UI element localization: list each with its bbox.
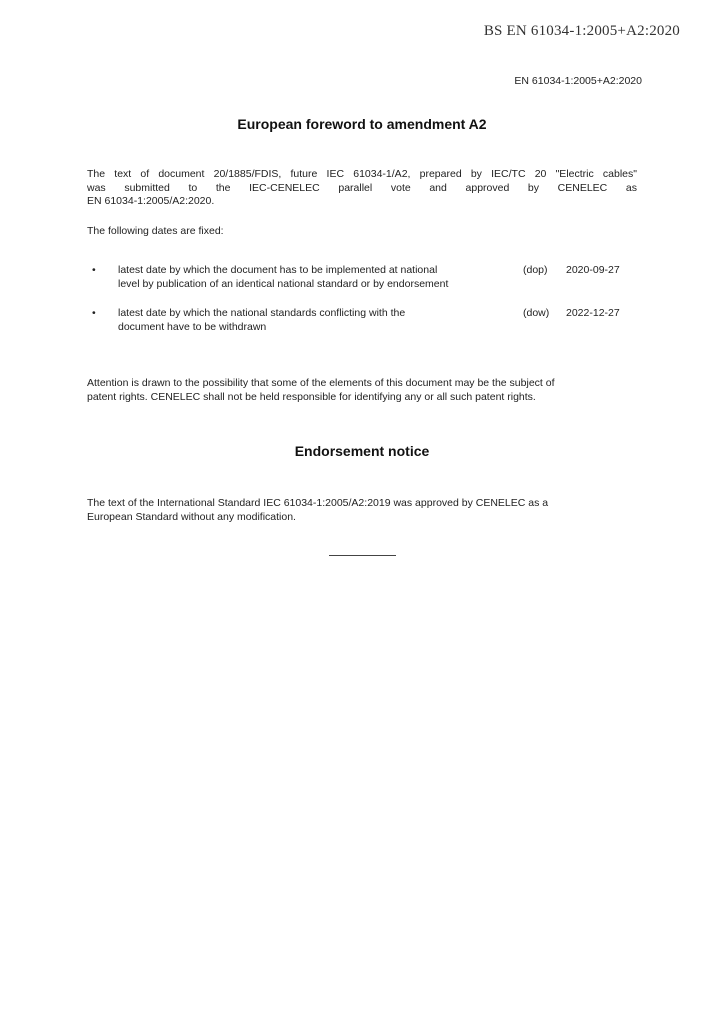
bs-standard-code: BS EN 61034-1:2005+A2:2020 bbox=[483, 23, 680, 39]
patent-line-2: patent rights. CENELEC shall not be held responsible for identifying any or all such patent rights. bbox=[87, 390, 536, 403]
date-item-description bbox=[118, 264, 508, 291]
patent-notice-paragraph bbox=[87, 377, 637, 404]
en-standard-code: EN 61034-1:2005+A2:2020 bbox=[514, 75, 642, 87]
date-item-description bbox=[118, 307, 508, 334]
endorsement-paragraph bbox=[87, 497, 637, 524]
endorsement-line-1: The text of the International Standard IEC 61034-1:2005/A2:2019 was approved by CENELEC as a bbox=[87, 497, 549, 509]
date-item-code: (dow) bbox=[523, 307, 550, 319]
foreword-intro-paragraph bbox=[87, 168, 637, 209]
intro-line-1: The text of document 20/1885/FDIS, future IEC 61034-1/A2, prepared by IEC/TC 20 "Electric cables" bbox=[87, 168, 637, 180]
date-item-line-2: document have to be withdrawn bbox=[118, 320, 267, 333]
date-item-line-1: latest date by which the national standards conflicting with the bbox=[118, 307, 406, 319]
bullet-marker: • bbox=[92, 264, 96, 276]
date-item-code: (dop) bbox=[523, 264, 548, 276]
date-item-line-2: level by publication of an identical national standard or by endorsement bbox=[118, 277, 449, 290]
end-separator-rule bbox=[329, 555, 396, 556]
patent-line-1: Attention is drawn to the possibility that some of the elements of this document may be the subject of bbox=[87, 377, 555, 389]
date-item-date: 2022-12-27 bbox=[566, 307, 620, 319]
date-item-date: 2020-09-27 bbox=[566, 264, 620, 276]
bullet-marker: • bbox=[92, 307, 96, 319]
dates-intro: The following dates are fixed: bbox=[87, 225, 224, 237]
endorsement-line-2: European Standard without any modification. bbox=[87, 510, 296, 523]
endorsement-title: Endorsement notice bbox=[294, 443, 430, 459]
intro-line-3: EN 61034-1:2005/A2:2020. bbox=[87, 195, 215, 207]
foreword-title: European foreword to amendment A2 bbox=[237, 116, 487, 132]
date-item-line-1: latest date by which the document has to be implemented at national bbox=[118, 264, 438, 276]
intro-line-2: was submitted to the IEC-CENELEC parallel vote and approved by CENELEC as bbox=[87, 181, 637, 194]
